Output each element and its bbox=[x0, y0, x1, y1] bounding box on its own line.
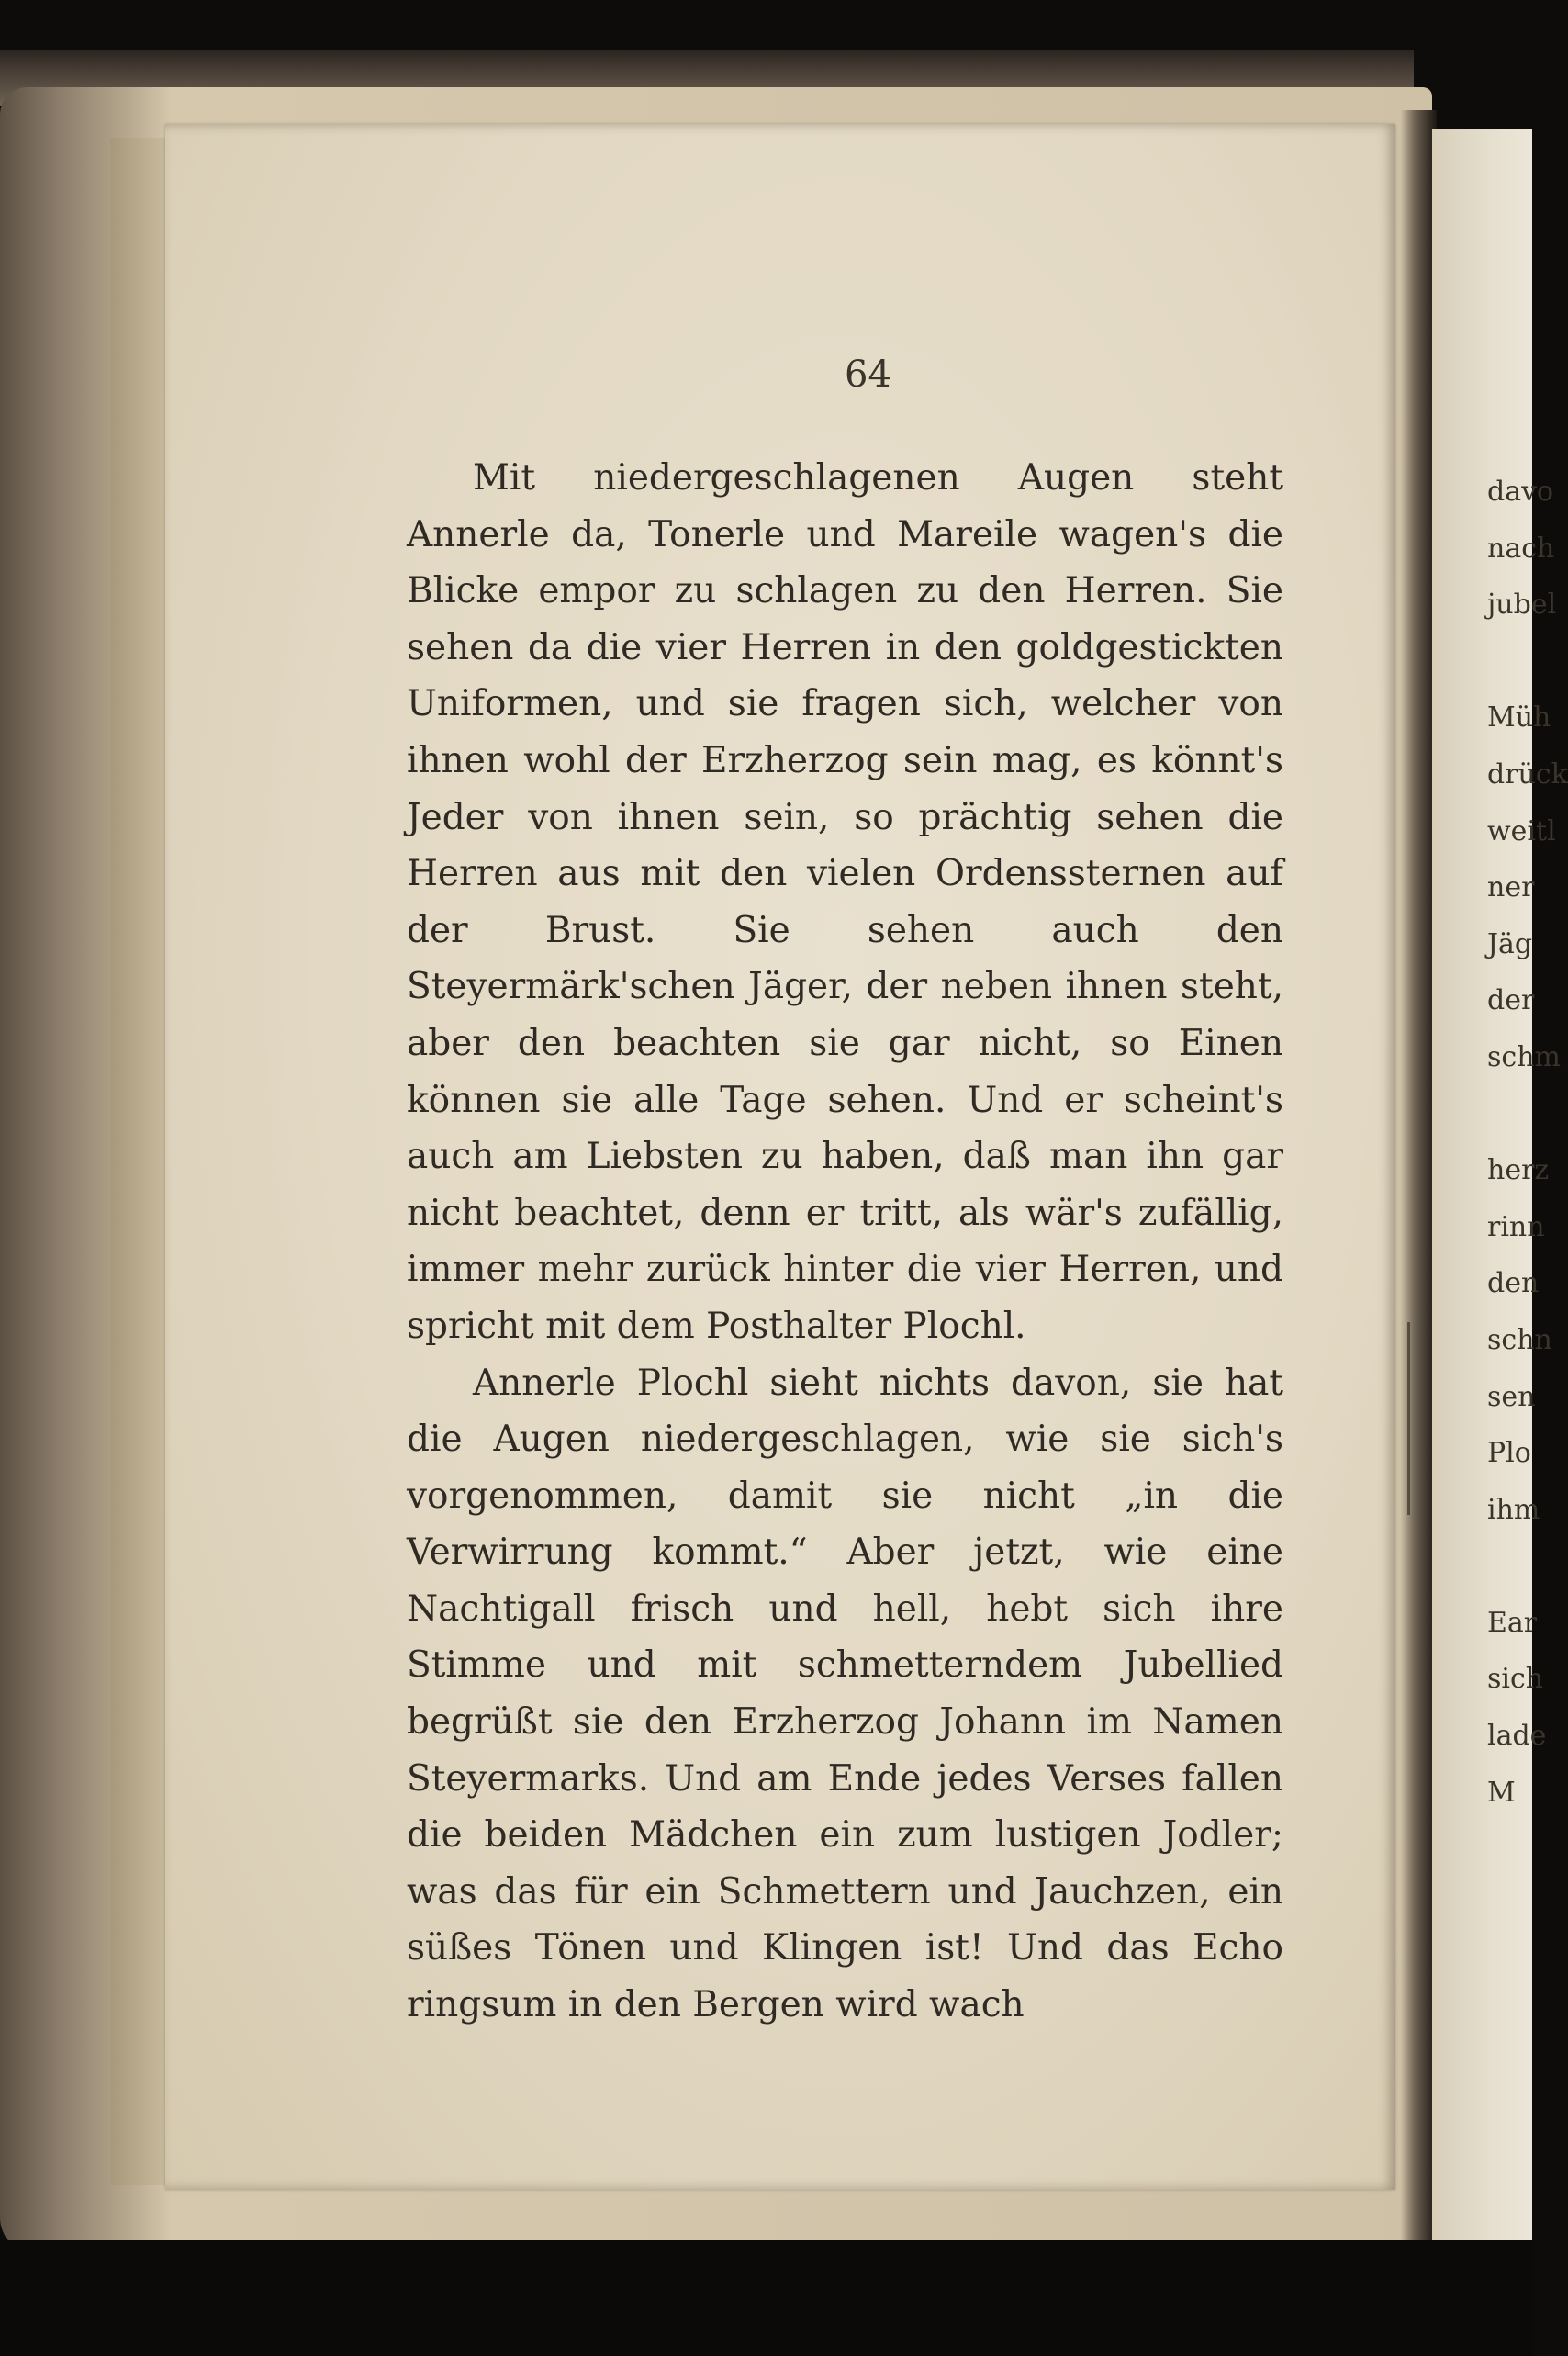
book-gutter bbox=[1400, 110, 1437, 2249]
binding-thread bbox=[1407, 1322, 1410, 1515]
page-number-text: 64 bbox=[845, 353, 891, 396]
background-bottom bbox=[0, 2240, 1532, 2356]
fragment: herz bbox=[1487, 1154, 1550, 1187]
fragment: davo bbox=[1487, 476, 1554, 508]
fragment: der bbox=[1487, 984, 1535, 1017]
fragment: den bbox=[1487, 1267, 1540, 1300]
paragraph-1: Mit niedergeschlagenen Augen steht Annerle da, Tonerle und Mareile wagen's die Blicke empor zu schlagen zu den Herren. Sie sehen da die vier Herren in den goldgestickten Uniformen, und sie fragen sich, welcher von ihnen wohl der Erzherzog sein mag, es könnt's Jeder von ihnen sein, so prächtig sehen die Herren aus mit den vielen Ordenssternen auf der Brust. Sie sehen auch den Steyermärk'schen Jäger, der neben ihnen steht, aber den beachten sie gar nicht, so Einen können sie alle Tage sehen. Und er scheint's auch am Liebsten zu haben, daß man ihn gar nicht beachtet, denn er tritt, als wär's zufällig, immer mehr zurück hinter die vier Herren, und spricht mit dem Posthalter Plochl. bbox=[407, 457, 1283, 1347]
fragment bbox=[1487, 1086, 1542, 1143]
fragment: drück bbox=[1487, 757, 1568, 791]
fragment: jubel bbox=[1487, 589, 1557, 622]
fragment bbox=[1487, 1538, 1542, 1595]
fragment: nach bbox=[1487, 532, 1555, 565]
fragment: Jäg bbox=[1487, 927, 1533, 960]
fragment: Müh bbox=[1487, 701, 1551, 735]
fragment: Plo bbox=[1487, 1437, 1531, 1470]
fragment: weitl bbox=[1487, 814, 1556, 847]
fragment: schm bbox=[1487, 1040, 1561, 1073]
fragment: ner bbox=[1487, 871, 1535, 904]
next-page-fragments bbox=[1487, 464, 1568, 1821]
body-text bbox=[407, 450, 1283, 2034]
fragment: Ear bbox=[1487, 1606, 1538, 1639]
fragment: lade bbox=[1487, 1720, 1547, 1753]
fragment: sen bbox=[1487, 1380, 1536, 1413]
fragment: rinn bbox=[1487, 1210, 1545, 1243]
fragment bbox=[1487, 634, 1542, 690]
paragraph-2: Annerle Plochl sieht nichts davon, sie hat die Augen niedergeschlagen, wie sie sich's vorgenommen, damit sie nicht „in die Verwirrung kommt.“ Aber jetzt, wie eine Nachtigall frisch und hell, hebt sich ihre Stimme und mit schmetterndem Jubellied begrüßt sie den Erzherzog Johann im Namen Steyermarks. Und am Ende jedes Verses fallen die beiden Mädchen ein zum lustigen Jodler; was das für ein Schmettern und Jauchzen, ein süßes Tönen und Klingen ist! Und das Echo ringsum in den Bergen wird wach bbox=[407, 1362, 1283, 2026]
fragment: schn bbox=[1487, 1323, 1552, 1356]
fragment: M bbox=[1487, 1776, 1516, 1809]
fragment: sich bbox=[1487, 1663, 1544, 1696]
page-number bbox=[0, 353, 891, 396]
fragment: ihm bbox=[1487, 1493, 1540, 1526]
